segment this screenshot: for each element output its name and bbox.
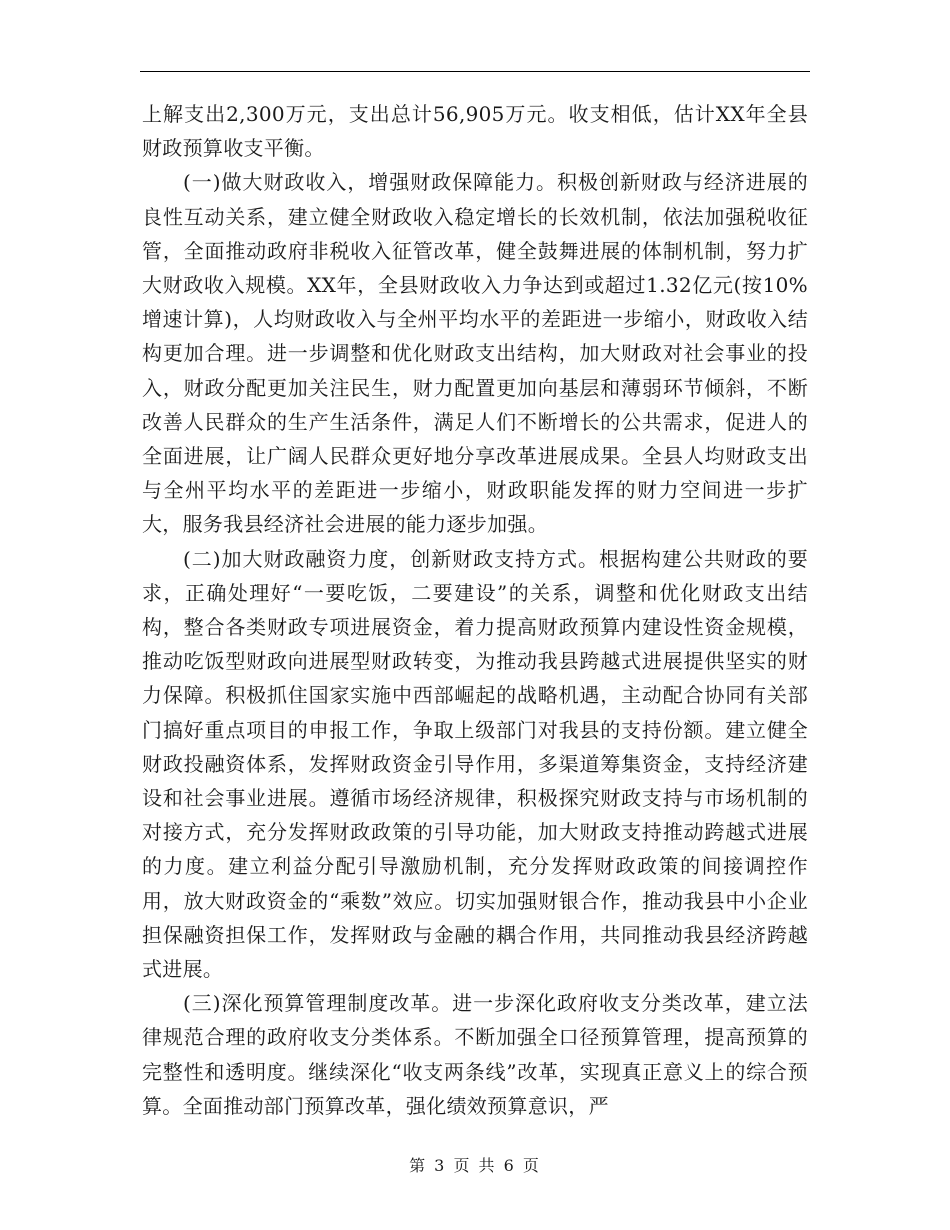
body-text bbox=[142, 97, 808, 1123]
page-number: 第 3 页 共 6 页 bbox=[409, 1156, 541, 1175]
paragraph-section-2: (二)加大财政融资力度，创新财政支持方式。根据构建公共财政的要求，正确处理好“一要吃饭，二要建设”的关系，调整和优化财政支出结构，整合各类财政专项进展资金，着力提高财政预算内建设性资金规模，推动吃饭型财政向进展型财政转变，为推动我县跨越式进展提供坚实的财力保障。积极抓住国家实施中西部崛起的战略机遇，主动配合协同有关部门搞好重点项目的申报工作，争取上级部门对我县的支持份额。建立健全财政投融资体系，发挥财政资金引导作用，多渠道筹集资金，支持经济建设和社会事业进展。遵循市场经济规律，积极探究财政支持与市场机制的对接方式，充分发挥财政政策的引导功能，加大财政支持推动跨越式进展的力度。建立利益分配引导激励机制，充分发挥财政政策的间接调控作用，放大财政资金的“乘数”效应。切实加强财银合作，推动我县中小企业担保融资担保工作，发挥财政与金融的耦合作用，共同推动我县经济跨越式进展。 bbox=[142, 546, 808, 982]
paragraph-continuation: 上解支出2,300万元，支出总计56,905万元。收支相低，估计XX年全县财政预算收支平衡。 bbox=[142, 102, 808, 161]
paragraph-section-1: (一)做大财政收入，增强财政保障能力。积极创新财政与经济进展的良性互动关系，建立健全财政收入稳定增长的长效机制，依法加强税收征管，全面推动政府非税收入征管改革，健全鼓舞进展的体制机制，努力扩大财政收入规模。XX年，全县财政收入力争达到或超过1.32亿元(按10%增速计算)，人均财政收入与全州平均水平的差距进一步缩小，财政收入结构更加合理。进一步调整和优化财政支出结构，加大财政对社会事业的投入，财政分配更加关注民生，财力配置更加向基层和薄弱环节倾斜，不断改善人民群众的生产生活条件，满足人们不断增长的公共需求，促进人的全面进展，让广阔人民群众更好地分享改革进展成果。全县人均财政支出与全州平均水平的差距进一步缩小，财政职能发挥的财力空间进一步扩大，服务我县经济社会进展的能力逐步加强。 bbox=[142, 170, 808, 537]
paragraph-section-3: (三)深化预算管理制度改革。进一步深化政府收支分类改革，建立法律规范合理的政府收支分类体系。不断加强全口径预算管理，提高预算的完整性和透明度。继续深化“收支两条线”改革，实现真正意义上的综合预算。全面推动部门预算改革，强化绩效预算意识，严 bbox=[142, 991, 808, 1118]
header-rule bbox=[140, 71, 810, 72]
